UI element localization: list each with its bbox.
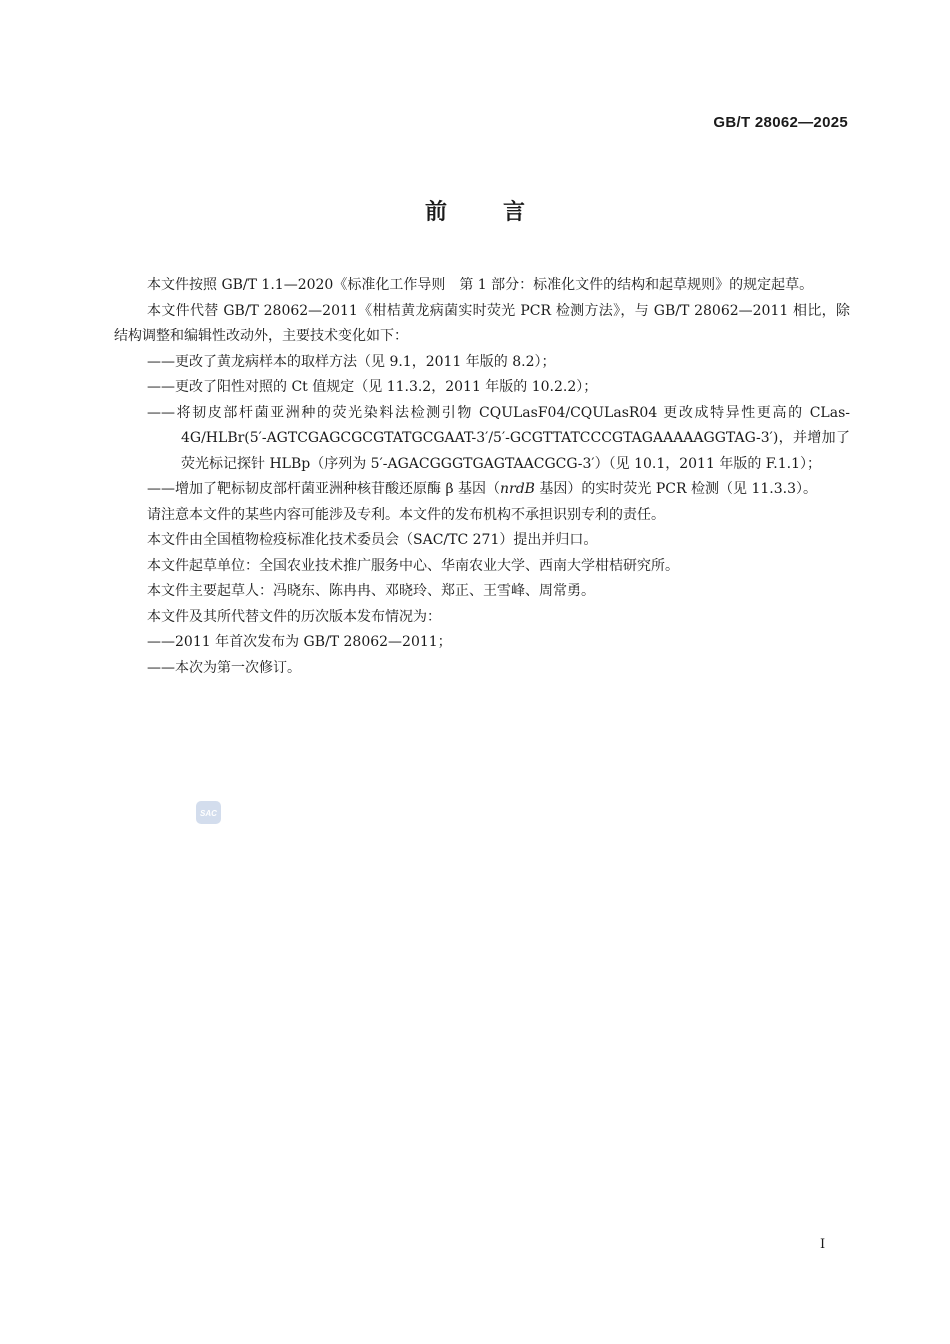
- document-body: [114, 273, 850, 681]
- svg-text:SAC: SAC: [200, 809, 217, 818]
- change-item-4-text-b: 基因）的实时荧光 PCR 检测（见 11.3.3）。: [534, 481, 817, 497]
- change-item-3: ——将韧皮部杆菌亚洲种的荧光染料法检测引物 CQULasF04/CQULasR04 更改成特异性更高的 CLas-4G/HLBr(5′-AGTCGAGCGCGTATGCGAAT-3′/5′-GCGTTATCCCGTAGAAAAAGGTAG-3′)，并增加了荧光标记探针 HLBp（序列为 5′-AGACGGGTGAGTAACGCG-3′）（见 10.1，2011 年版的 F.1.1）；: [147, 404, 850, 472]
- history-item-2: ——本次为第一次修订。: [147, 659, 301, 676]
- change-item-2: ——更改了阳性对照的 Ct 值规定（见 11.3.2，2011 年版的 10.2.2）；: [147, 379, 598, 395]
- sac-watermark-logo: [195, 800, 222, 825]
- page-title: 前言: [424, 200, 581, 225]
- history-item-1: ——2011 年首次发布为 GB/T 28062—2011；: [147, 634, 452, 650]
- paragraph-drafters: 本文件主要起草人：冯晓东、陈冉冉、邓晓玲、郑正、王雪峰、周常勇。: [147, 583, 595, 599]
- gene-name: nrdB: [500, 481, 535, 497]
- change-item-1: ——更改了黄龙病样本的取样方法（见 9.1，2011 年版的 8.2）；: [147, 353, 556, 370]
- paragraph-replacement: 本文件代替 GB/T 28062—2011《柑桔黄龙病菌实时荧光 PCR 检测方法》，与 GB/T 28062—2011 相比，除结构调整和编辑性改动外，主要技术变化如下：: [114, 302, 850, 344]
- change-item-4: [114, 477, 850, 503]
- standard-number: GB/T 28062—2025: [713, 114, 848, 131]
- paragraph-drafting-units: 本文件起草单位：全国农业技术推广服务中心、华南农业大学、西南大学柑桔研究所。: [147, 557, 679, 574]
- paragraph-proposer: 本文件由全国植物检疫标准化技术委员会（SAC/TC 271）提出并归口。: [147, 532, 598, 548]
- page-number: I: [820, 1237, 826, 1252]
- paragraph-drafting-basis: 本文件按照 GB/T 1.1—2020《标准化工作导则 第 1 部分：标准化文件的结构和起草规则》的规定起草。: [147, 277, 814, 293]
- paragraph-history-intro: 本文件及其所代替文件的历次版本发布情况为：: [147, 608, 441, 625]
- paragraph-patent: 请注意本文件的某些内容可能涉及专利。本文件的发布机构不承担识别专利的责任。: [147, 506, 665, 523]
- change-item-4-text-a: ——增加了靶标韧皮部杆菌亚洲种核苷酸还原酶 β 基因（: [147, 481, 500, 497]
